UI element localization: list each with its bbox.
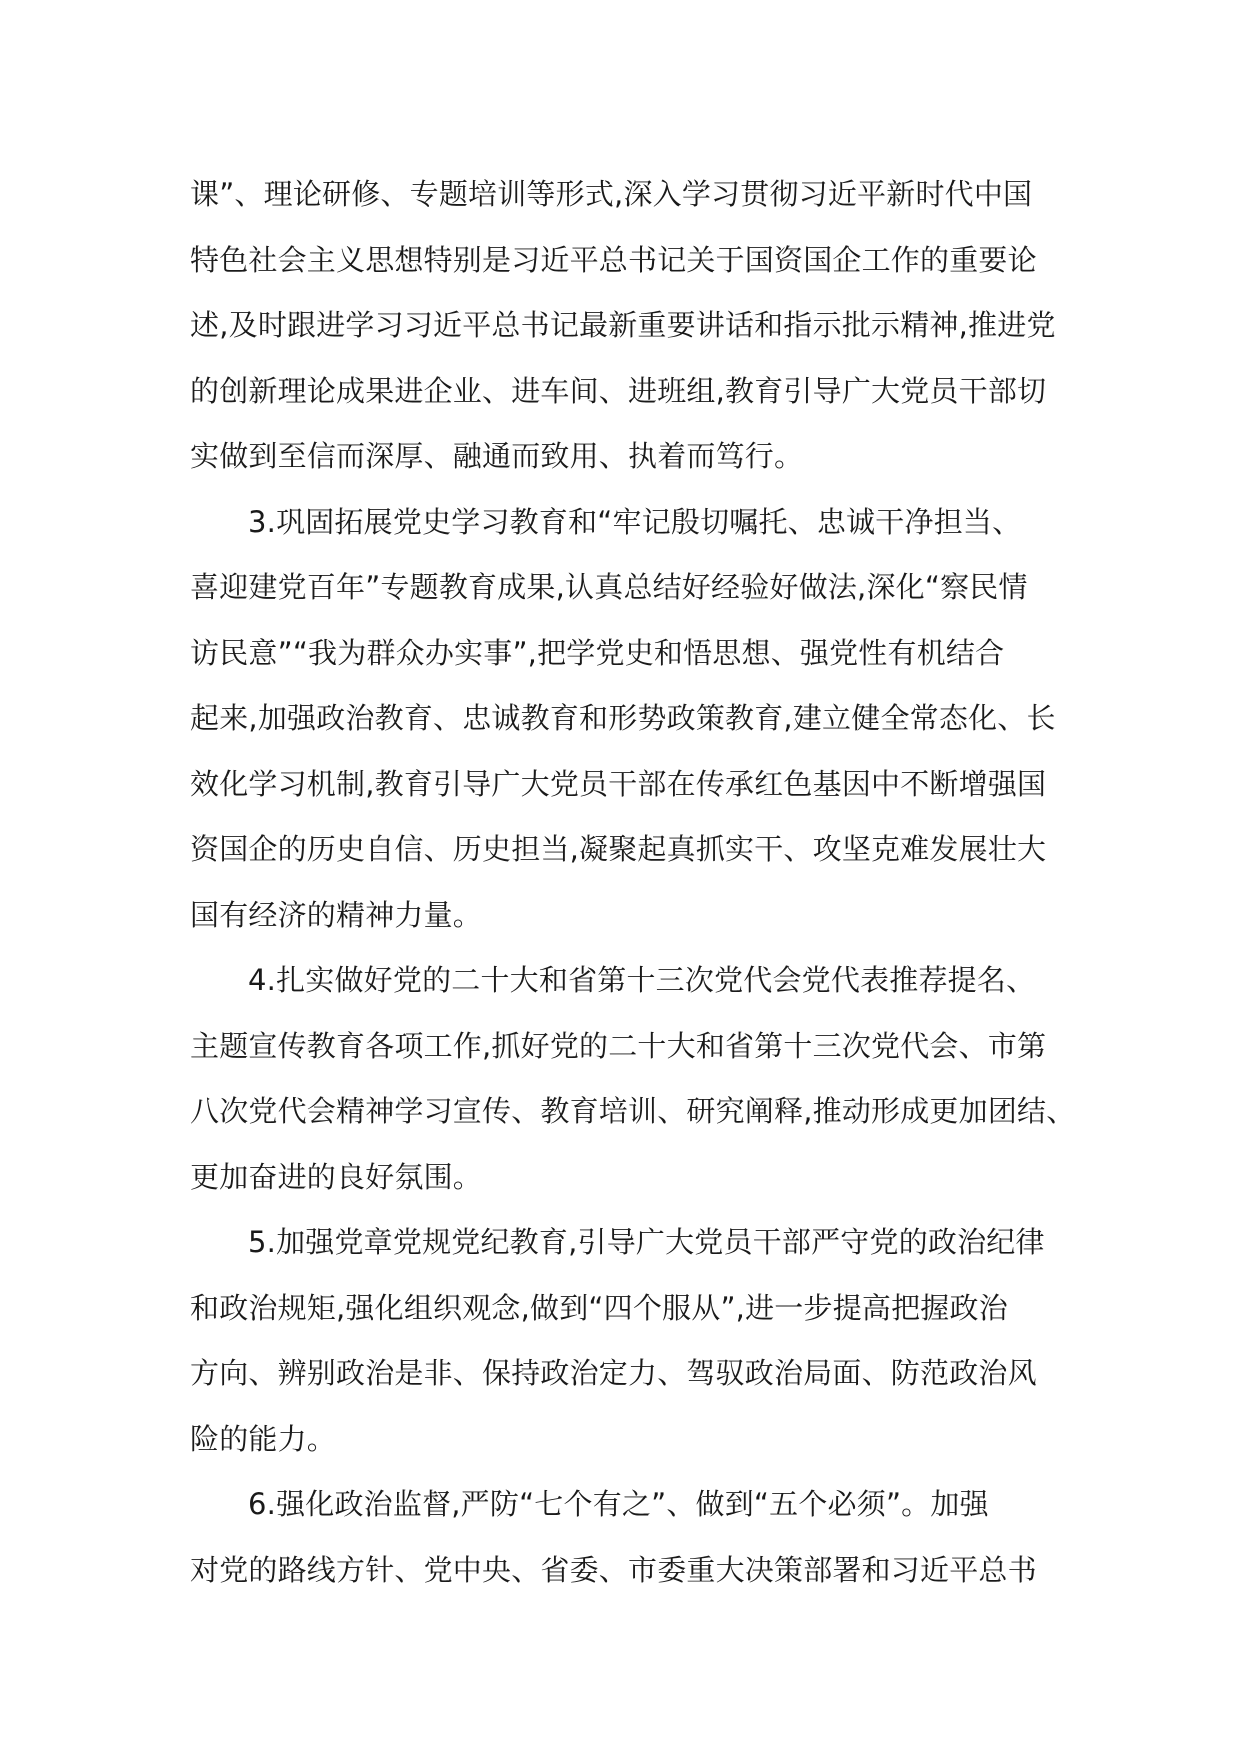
text-line: 方向、辨别政治是非、保持政治定力、驾驭政治局面、防范政治风	[190, 1356, 1037, 1390]
text-line: 国有经济的精神力量。	[190, 897, 483, 932]
paragraph-start-5: 5.加强党章党规党纪教育,引导广大党员干部严守党的政治纪律	[248, 1225, 1045, 1259]
text-line: 喜迎建党百年”专题教育成果,认真总结好经验好做法,深化“察民情	[190, 570, 1028, 604]
text-line: 和政治规矩,强化组织观念,做到“四个服从”,进一步提高把握政治	[190, 1290, 1008, 1325]
paragraph-start-4: 4.扎实做好党的二十大和省第十三次党代会党代表推荐提名、	[248, 963, 1036, 997]
text-line: 实做到至信而深厚、融通而致用、执着而笃行。	[190, 439, 804, 473]
paragraph-start-6: 6.强化政治监督,严防“七个有之”、做到“五个必须”。加强	[248, 1487, 989, 1521]
text-line: 述,及时跟进学习习近平总书记最新重要讲话和指示批示精神,推进党	[190, 308, 1056, 342]
text-line: 险的能力。	[190, 1421, 337, 1456]
text-line: 起来,加强政治教育、忠诚教育和形势政策教育,建立健全常态化、长	[190, 701, 1056, 735]
text-line: 访民意”“我为群众办实事”,把学党史和悟思想、强党性有机结合	[190, 635, 1005, 670]
text-line: 主题宣传教育各项工作,抓好党的二十大和省第十三次党代会、市第	[190, 1028, 1047, 1063]
text-line: 对党的路线方针、党中央、省委、市委重大决策部署和习近平总书	[190, 1552, 1037, 1587]
text-line: 特色社会主义思想特别是习近平总书记关于国资国企工作的重要论	[190, 242, 1037, 277]
text-line: 资国企的历史自信、历史担当,凝聚起真抓实干、攻坚克难发展壮大	[190, 832, 1047, 866]
text-line: 效化学习机制,教育引导广大党员干部在传承红色基因中不断增强国	[190, 766, 1047, 801]
text-line: 八次党代会精神学习宣传、教育培训、研究阐释,推动形成更加团结、	[190, 1094, 1076, 1128]
text-line: 的创新理论成果进企业、进车间、进班组,教育引导广大党员干部切	[190, 373, 1047, 408]
body-text	[190, 162, 1076, 1603]
text-line: 更加奋进的良好氛围。	[190, 1159, 483, 1194]
text-line: 课”、理论研修、专题培训等形式,深入学习贯彻习近平新时代中国	[190, 177, 1033, 211]
paragraph-start-3: 3.巩固拓展党史学习教育和“牢记殷切嘱托、忠诚干净担当、	[248, 504, 1022, 539]
